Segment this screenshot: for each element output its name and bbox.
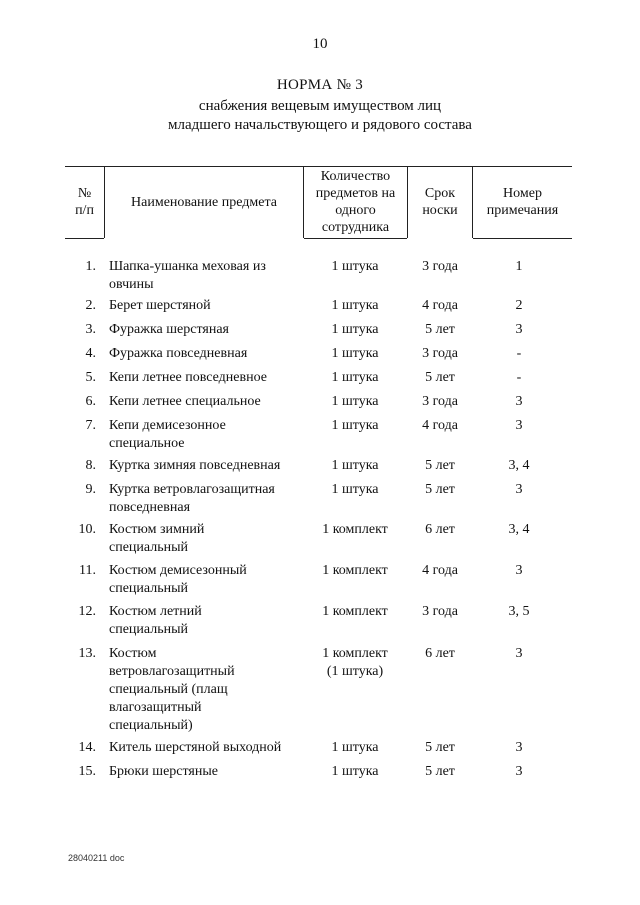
item-quantity: 1 штука xyxy=(331,740,379,755)
document-subtitle-line-2: младшего начальствующего и рядового состава xyxy=(168,117,472,133)
item-note-number: 2 xyxy=(515,298,523,313)
item-name: Костюм зимний специальный xyxy=(109,522,205,555)
row-number: 12. xyxy=(78,604,96,619)
row-number: 14. xyxy=(78,740,96,755)
item-quantity: 1 штука xyxy=(331,370,379,385)
row-number: 4. xyxy=(85,346,96,361)
header-bottom-rule xyxy=(304,238,407,239)
item-note-number: 3 xyxy=(515,740,523,755)
item-wear-term: 4 года xyxy=(422,563,458,578)
item-note-number: 3, 4 xyxy=(508,522,530,537)
row-number: 13. xyxy=(78,646,96,661)
item-wear-term: 3 года xyxy=(422,394,458,409)
item-note-number: 3 xyxy=(515,394,523,409)
item-name: Брюки шерстяные xyxy=(109,764,218,779)
item-name: Берет шерстяной xyxy=(109,298,211,313)
item-quantity: 1 штука xyxy=(331,458,379,473)
row-number: 2. xyxy=(85,298,96,313)
item-note-number: 1 xyxy=(515,259,523,274)
item-note-number: 3 xyxy=(515,418,523,433)
item-name: Кепи летнее специальное xyxy=(109,394,261,409)
item-wear-term: 3 года xyxy=(422,259,458,274)
row-number: 7. xyxy=(85,418,96,433)
item-name: Кепи демисезонное специальное xyxy=(109,418,226,451)
item-quantity: 1 комплект (1 штука) xyxy=(322,646,388,679)
item-quantity: 1 штука xyxy=(331,764,379,779)
item-name: Костюм летний специальный xyxy=(109,604,202,637)
row-number: 8. xyxy=(85,458,96,473)
item-wear-term: 4 года xyxy=(422,298,458,313)
item-note-number: 3 xyxy=(515,482,523,497)
item-quantity: 1 штука xyxy=(331,418,379,433)
row-number: 11. xyxy=(79,563,96,578)
item-wear-term: 3 года xyxy=(422,604,458,619)
item-wear-term: 4 года xyxy=(422,418,458,433)
item-name: Фуражка шерстяная xyxy=(109,322,229,337)
item-quantity: 1 штука xyxy=(331,394,379,409)
row-number: 3. xyxy=(85,322,96,337)
header-note-number: Номер примечания xyxy=(486,186,559,218)
item-quantity: 1 штука xyxy=(331,259,379,274)
item-note-number: 3 xyxy=(515,322,523,337)
item-quantity: 1 штука xyxy=(331,298,379,313)
item-note-number: 3 xyxy=(515,646,523,661)
item-quantity: 1 комплект xyxy=(322,522,388,537)
header-quantity: Количество предметов на одного сотрудника xyxy=(315,169,396,235)
document-file-code: 28040211 doc xyxy=(68,853,125,863)
item-wear-term: 6 лет xyxy=(425,646,455,661)
item-note-number: - xyxy=(516,346,522,361)
item-wear-term: 3 года xyxy=(422,346,458,361)
row-number: 10. xyxy=(78,522,96,537)
item-wear-term: 6 лет xyxy=(425,522,455,537)
item-wear-term: 5 лет xyxy=(425,482,455,497)
item-wear-term: 5 лет xyxy=(425,740,455,755)
item-note-number: - xyxy=(516,370,522,385)
item-quantity: 1 штука xyxy=(331,322,379,337)
item-name: Куртка ветровлагозащитная повседневная xyxy=(109,482,275,515)
item-quantity: 1 комплект xyxy=(322,604,388,619)
item-name: Костюм демисезонный специальный xyxy=(109,563,247,596)
item-note-number: 3, 5 xyxy=(508,604,530,619)
header-num: № п/п xyxy=(75,186,94,218)
item-note-number: 3, 4 xyxy=(508,458,530,473)
item-name: Кепи летнее повседневное xyxy=(109,370,267,385)
row-number: 6. xyxy=(85,394,96,409)
item-wear-term: 5 лет xyxy=(425,370,455,385)
item-name: Куртка зимняя повседневная xyxy=(109,458,281,473)
document-subtitle-line-1: снабжения вещевым имуществом лиц xyxy=(198,98,442,114)
header-bottom-rule xyxy=(65,238,104,239)
page-number: 10 xyxy=(312,36,328,52)
row-number: 5. xyxy=(85,370,96,385)
item-name: Фуражка повседневная xyxy=(109,346,248,361)
row-number: 9. xyxy=(85,482,96,497)
item-quantity: 1 штука xyxy=(331,346,379,361)
item-wear-term: 5 лет xyxy=(425,764,455,779)
item-note-number: 3 xyxy=(515,563,523,578)
item-quantity: 1 комплект xyxy=(322,563,388,578)
item-name: Шапка-ушанка меховая из овчины xyxy=(109,259,266,292)
document-title: НОРМА № 3 xyxy=(276,77,364,93)
row-number: 1. xyxy=(85,259,96,274)
header-bottom-rule xyxy=(473,238,572,239)
header-item-name: Наименование предмета xyxy=(131,194,277,210)
header-wear-term: Срок носки xyxy=(422,186,458,218)
item-note-number: 3 xyxy=(515,764,523,779)
item-wear-term: 5 лет xyxy=(425,458,455,473)
item-wear-term: 5 лет xyxy=(425,322,455,337)
item-quantity: 1 штука xyxy=(331,482,379,497)
row-number: 15. xyxy=(78,764,96,779)
item-name: Китель шерстяной выходной xyxy=(109,740,282,755)
item-name: Костюм ветровлагозащитный специальный (плащ влагозащитный специальный) xyxy=(109,646,235,733)
